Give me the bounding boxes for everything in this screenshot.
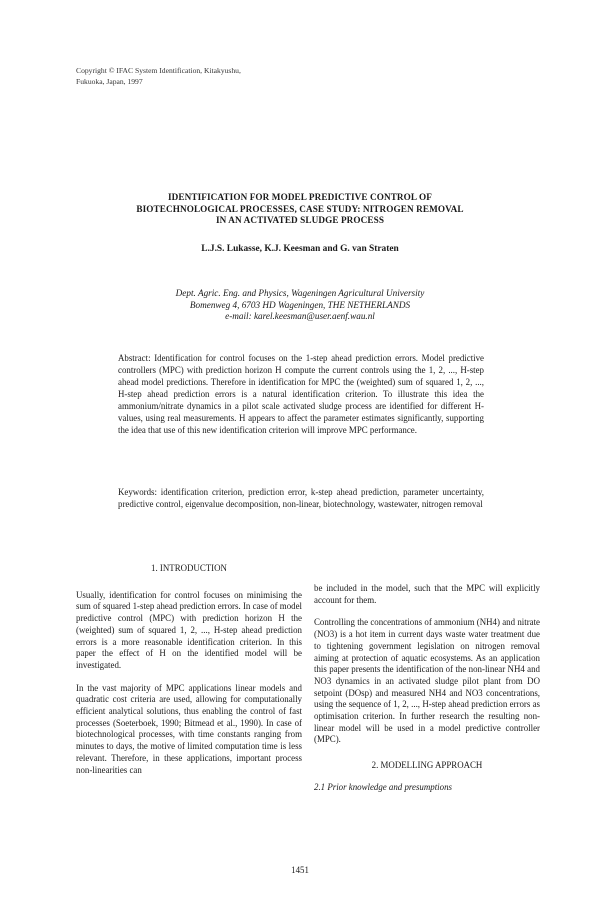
title-line-2: BIOTECHNOLOGICAL PROCESSES, CASE STUDY: NITROGEN REMOVAL — [136, 203, 464, 214]
intro-paragraph-2: In the vast majority of MPC applications linear models and quadratic cost criteria are used, allowing for computationally efficient analytical solutions, thus enabling the control of fast processes (Soeterboek, 1990; Bitmead et al., 1990). In case of biotechnological processes, with time constants ranging from minutes to days, the motive of limited computation time is less relevant. Therefore, in these applications, important process non-linearities can — [76, 682, 302, 775]
title-line-1: IDENTIFICATION FOR MODEL PREDICTIVE CONTROL OF — [167, 192, 432, 202]
copyright-notice — [76, 66, 306, 87]
section-heading-modelling: 2. MODELLING APPROACH — [371, 760, 483, 771]
title-line-3: IN AN ACTIVATED SLUDGE PROCESS — [215, 215, 385, 225]
right-column — [314, 583, 540, 794]
copyright-line-1: Copyright © IFAC System Identification, Kitakyushu, — [76, 66, 241, 75]
paper-title — [100, 192, 500, 227]
author-list: L.J.S. Lukasse, K.J. Keesman and G. van Straten — [201, 244, 399, 254]
intro-paragraph-4: Controlling the concentrations of ammonium (NH4) and nitrate (NO3) is a hot item in current days waste water treatment due to tightening government legislation on nitrogen removal aiming at protection of aquatic ecosystems. As an application this paper presents the identification of the non-linear NH4 and NO3 dynamics in an activated sludge pilot plant from DO setpoint (DOsp) and measured NH4 and NO3 concentrations, using the sequence of 1, 2, ..., H-step ahead prediction errors as optimisation criterion. In further research the resulting non-linear model will be used in a model predictive controller (MPC). — [314, 617, 540, 745]
affiliation-email: e-mail: karel.keesman@user.aenf.wau.nl — [225, 311, 375, 322]
affiliation-address: Bomenweg 4, 6703 HD Wageningen, THE NETHERLANDS — [189, 299, 411, 310]
section-heading-introduction: 1. INTRODUCTION — [151, 563, 227, 573]
page-number: 1451 — [291, 865, 309, 875]
affiliation-dept: Dept. Agric. Eng. and Physics, Wageningen Agricultural University — [175, 288, 425, 298]
left-column — [76, 563, 302, 787]
intro-paragraph-1: Usually, identification for control focuses on minimising the sum of squared 1-step ahead prediction errors. In case of model predictive control (MPC) with prediction horizon H the (weighted) sum of squared 1, 2, ..., H-step ahead prediction errors is a more reasonable identification criterion. In this paper the effect of H on the identified model will be investigated. — [76, 589, 302, 670]
subsection-heading: 2.1 Prior knowledge and presumptions — [314, 781, 452, 792]
copyright-line-2: Fukuoka, Japan, 1997 — [76, 76, 143, 86]
intro-paragraph-3: be included in the model, such that the MPC will explicitly account for them. — [314, 583, 540, 605]
keywords: Keywords: identification criterion, prediction error, k-step ahead prediction, parameter uncertainty, predictive control, eigenvalue decomposition, non-linear, biotechnology, wastewater, nitrogen removal — [118, 487, 484, 509]
abstract: Abstract: Identification for control focuses on the 1-step ahead prediction errors. Model predictive controllers (MPC) with prediction horizon H compute the current controls using the 1, 2, ..., H-step ahead model predictions. Therefore in identification for MPC the (weighted) sum of squared 1, 2, ..., H-step ahead prediction errors is a natural identification criterion. To illustrate this idea the ammonium/nitrate dynamics in a pilot scale activated sludge process are identified for different H-values, using real measurements. H appears to affect the parameter estimates significantly, supporting the idea that use of this new identification criterion will improve MPC performance. — [118, 353, 484, 435]
affiliation — [100, 288, 500, 323]
